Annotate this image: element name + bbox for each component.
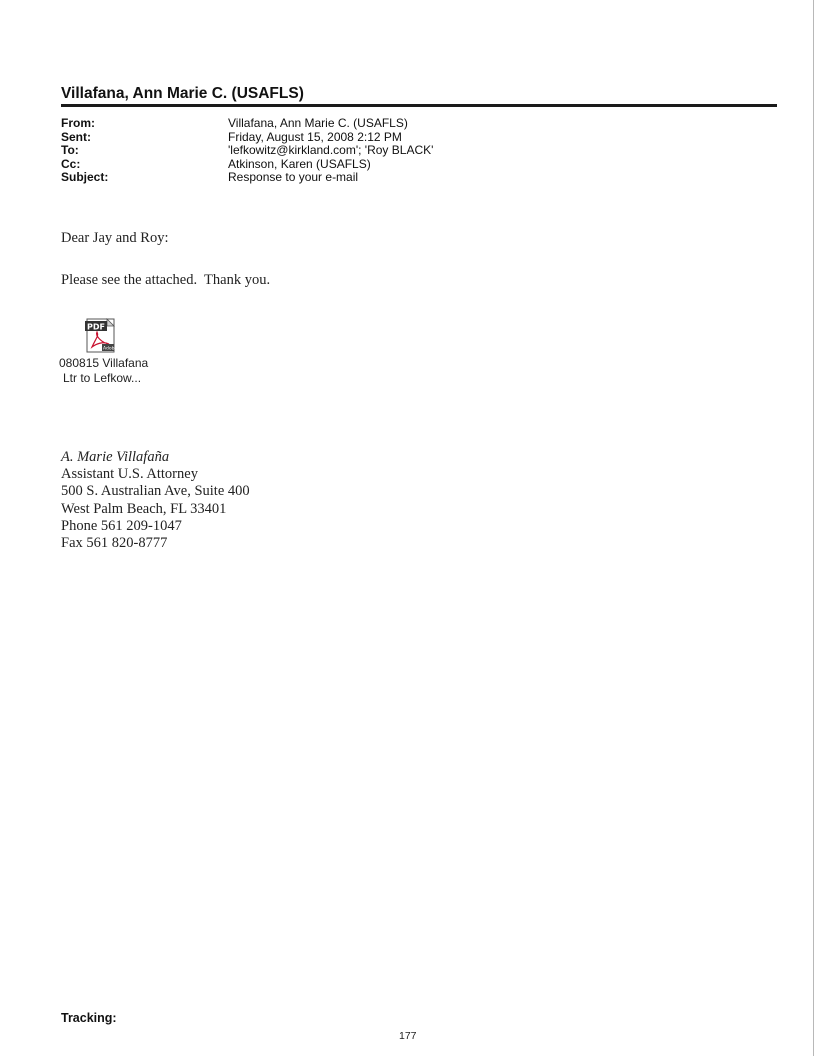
header-sent-value: Friday, August 15, 2008 2:12 PM (228, 129, 402, 144)
header-subject (61, 171, 433, 185)
header-sent (61, 131, 433, 145)
signature-title: Assistant U.S. Attorney (61, 466, 198, 483)
header-to-value: 'lefkowitz@kirkland.com'; 'Roy BLACK' (228, 143, 434, 157)
title-underline-rule (61, 104, 777, 107)
header-sent-label: Sent: (61, 129, 91, 144)
page-number: 177 (399, 1030, 417, 1042)
header-cc (61, 158, 433, 172)
page-edge-line (813, 0, 814, 1056)
tracking-label: Tracking: (61, 1011, 117, 1025)
header-from (61, 117, 433, 131)
header-from-label: From: (61, 116, 95, 130)
header-cc-value: Atkinson, Karen (USAFLS) (228, 156, 371, 171)
header-subject-value: Response to your e-mail (228, 170, 359, 184)
greeting: Dear Jay and Roy: (61, 230, 169, 246)
body-text: Please see the attached. Thank you. (61, 272, 271, 288)
attachment-filename-line1: 080815 Villafana (59, 356, 149, 370)
pdf-icon-label: PDF (87, 322, 105, 332)
email-headers (61, 117, 433, 185)
signature-name: A. Marie Villafaña (61, 449, 170, 465)
header-cc-label: Cc: (61, 156, 81, 171)
pdf-file-icon[interactable] (83, 318, 118, 353)
signature-phone: Phone 561 209-1047 (61, 517, 182, 534)
header-to (61, 144, 433, 158)
header-from-value: Villafana, Ann Marie C. (USAFLS) (228, 116, 408, 130)
signature-address-line1: 500 S. Australian Ave, Suite 400 (61, 483, 250, 500)
signature-fax: Fax 561 820-8777 (61, 535, 168, 552)
signature-address-line2: West Palm Beach, FL 33401 (61, 500, 227, 517)
attachment-filename-line2: Ltr to Lefkow... (63, 371, 142, 385)
pdf-icon-sublabel: Adobe (103, 346, 118, 352)
header-subject-label: Subject: (61, 170, 109, 184)
header-to-label: To: (61, 143, 79, 157)
signature-block (61, 449, 250, 552)
attachment-caption[interactable] (59, 356, 148, 386)
sender-title: Villafana, Ann Marie C. (USAFLS) (61, 85, 304, 102)
